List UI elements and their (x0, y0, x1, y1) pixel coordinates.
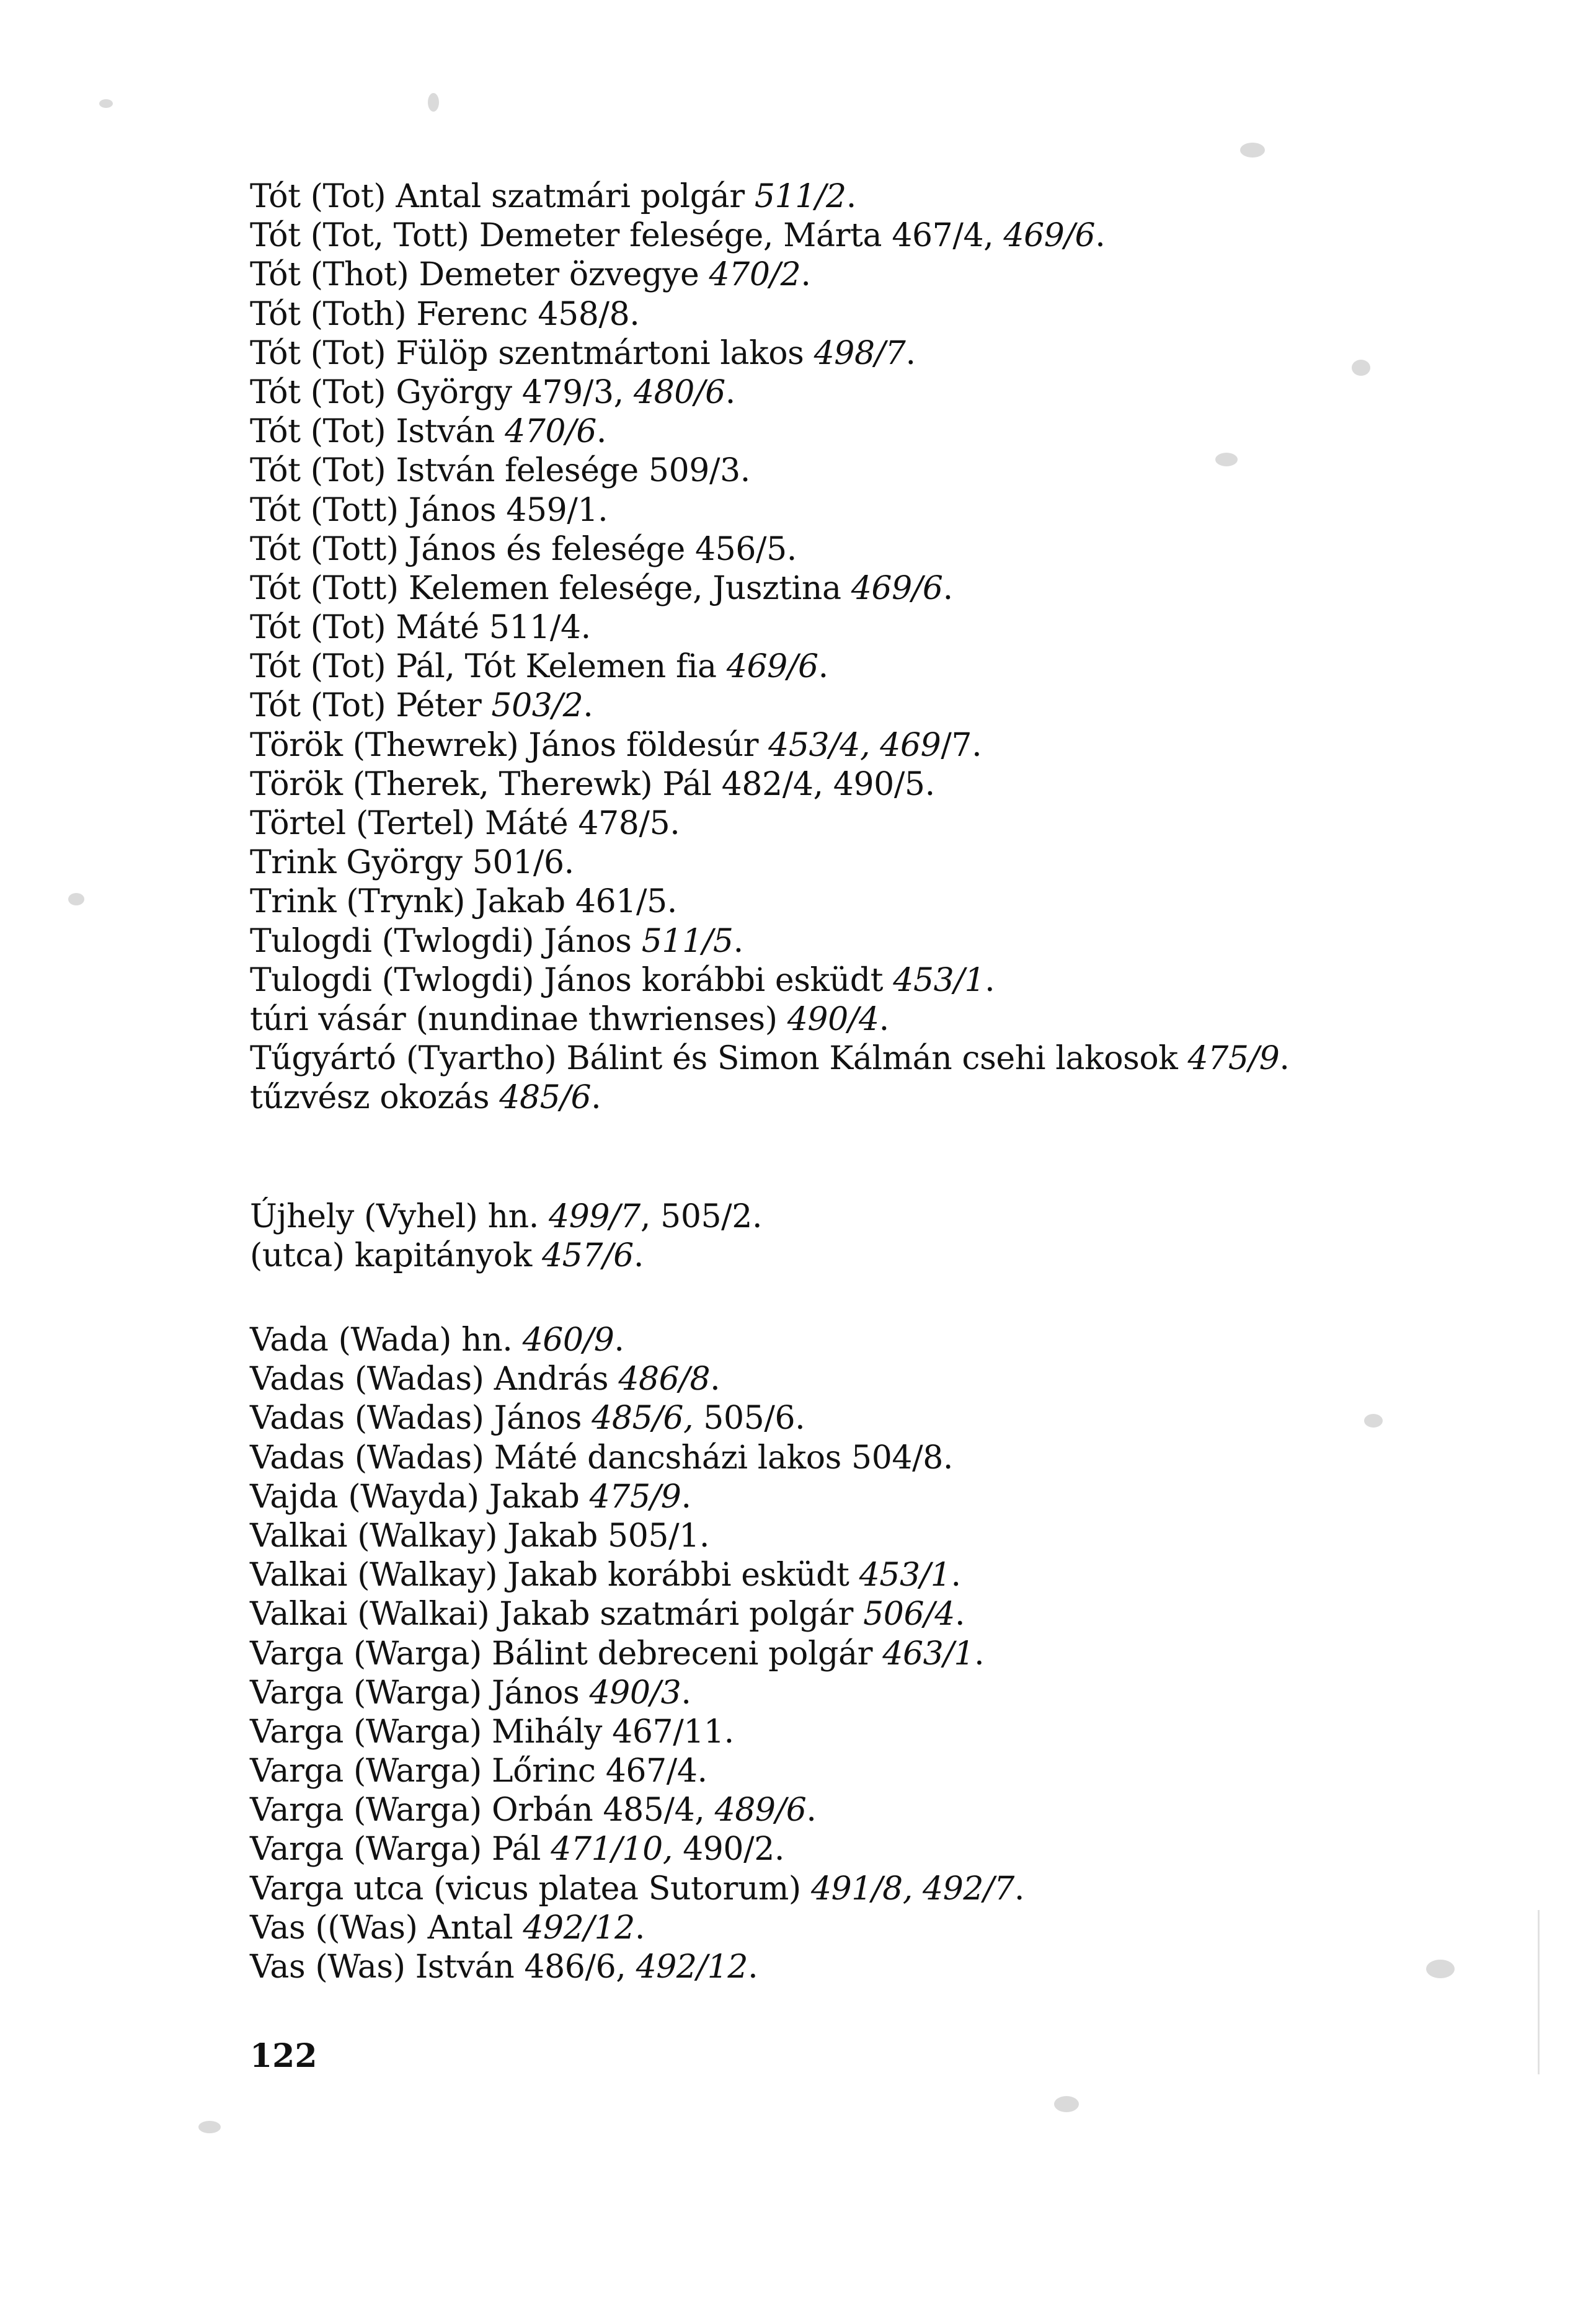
entry-text: Török (Thewrek) János földesúr (250, 726, 769, 764)
entry-reference: 492/12 (523, 1909, 635, 1947)
index-entry (250, 1674, 1403, 1713)
entry-tail: . (633, 1237, 644, 1275)
entry-reference: 460/9 (522, 1322, 614, 1359)
entry-text: Tót (Tott) János és felesége 456/5. (250, 530, 797, 568)
entry-tail: . (800, 256, 811, 294)
index-entry (250, 255, 1403, 295)
entry-tail: . (681, 1478, 691, 1516)
index-entry (250, 1948, 1403, 1987)
entry-text: Varga (Warga) Lőrinc 467/4. (250, 1752, 707, 1790)
index-entry (250, 1000, 1403, 1039)
entry-text: Varga (Warga) Mihály 467/11. (250, 1713, 734, 1751)
scan-speckle (1240, 143, 1265, 158)
entry-reference: 491/8, 492/7 (810, 1870, 1014, 1908)
entry-text: Tót (Tot) György 479/3, (250, 373, 634, 411)
entry-reference: 453/1 (893, 961, 985, 999)
entry-text: Törtel (Tertel) Máté 478/5. (250, 805, 680, 842)
entry-text: Tót (Tot) István felesége 509/3. (250, 452, 750, 490)
entry-tail: . (733, 922, 743, 960)
entry-reference: 489/6 (714, 1792, 807, 1829)
entry-reference: 492/12 (636, 1948, 748, 1986)
entry-reference: 511/2 (754, 178, 846, 215)
entry-tail: , 505/2. (640, 1198, 763, 1235)
index-entry (250, 1360, 1403, 1399)
entry-tail: 490/2. (672, 1831, 785, 1868)
entry-text: Újhely (Vyhel) hn. (250, 1198, 549, 1235)
scan-edge (1538, 1910, 1540, 2074)
entry-reference: 469/6 (851, 569, 943, 607)
scan-speckle (68, 893, 84, 905)
entry-text: Tűgyártó (Tyartho) Bálint és Simon Kálmán csehi lakosok (250, 1040, 1188, 1078)
entry-tail: . (818, 648, 828, 686)
entry-text: Varga (Warga) Pál (250, 1831, 551, 1868)
entry-text: Tót (Tot) István (250, 413, 505, 451)
scan-speckle (99, 99, 113, 108)
page-number: 122 (250, 2037, 317, 2075)
index-entry (250, 882, 1403, 922)
index-entry (250, 1556, 1403, 1595)
entry-tail: . (1095, 217, 1106, 255)
entry-tail: . (905, 334, 916, 372)
entry-text: Varga (Warga) Bálint debreceni polgár (250, 1635, 883, 1673)
entry-tail: . (951, 1557, 961, 1594)
entry-text: Varga (Warga) János (250, 1674, 590, 1712)
entry-reference: 498/7 (814, 334, 906, 372)
entry-tail: /7. (941, 726, 982, 764)
entry-text: Tulogdi (Twlogdi) János korábbi esküdt (250, 961, 893, 999)
entry-text: Tót (Tot) Máté 511/4. (250, 609, 591, 647)
entry-text: Tót (Thot) Demeter özvegye (250, 256, 709, 294)
index-entry (250, 1197, 1403, 1237)
scan-speckle (428, 93, 439, 112)
entry-text: Valkai (Walkay) Jakab 505/1. (250, 1517, 709, 1555)
index-entry (250, 334, 1403, 373)
entry-reference: 480/6 (633, 373, 725, 411)
index-entry (250, 1791, 1403, 1830)
scan-speckle (198, 2121, 221, 2133)
scan-speckle (1054, 2096, 1079, 2112)
entry-tail: . (1279, 1040, 1290, 1078)
index-entry (250, 1830, 1403, 1869)
entry-text: Valkai (Walkai) Jakab szatmári polgár (250, 1596, 864, 1633)
entry-text: tűzvész okozás (250, 1079, 500, 1117)
entry-reference: 485/6 (499, 1079, 592, 1117)
entry-text: Valkai (Walkay) Jakab korábbi esküdt (250, 1557, 859, 1594)
entry-text: Tót (Tott) Kelemen felesége, Jusztina (250, 569, 851, 607)
index-entry (250, 922, 1403, 961)
index-entry (250, 961, 1403, 1000)
index-entry (250, 1078, 1403, 1117)
index-entry (250, 491, 1403, 530)
entry-tail: . (681, 1674, 691, 1712)
entry-tail: . (591, 1079, 601, 1117)
entry-tail: 505/6. (693, 1400, 805, 1437)
entry-text: Vajda (Wayda) Jakab (250, 1478, 590, 1516)
entry-tail: . (634, 1909, 645, 1947)
index-entry (250, 216, 1403, 255)
entry-text: Vada (Wada) hn. (250, 1322, 523, 1359)
entry-reference: 511/5 (641, 922, 734, 960)
entry-text: Tót (Tot) Fülöp szentmártoni lakos (250, 334, 814, 372)
entry-text: Tót (Tot) Antal szatmári polgár (250, 178, 755, 215)
entry-tail: . (710, 1361, 720, 1398)
index-entry (250, 1909, 1403, 1948)
entry-reference: 490/3 (589, 1674, 681, 1712)
index-entry (250, 765, 1403, 804)
index-entry (250, 295, 1403, 334)
index-entry (250, 1478, 1403, 1517)
index-entry (250, 726, 1403, 765)
entry-tail: . (974, 1635, 985, 1673)
index-block-t (250, 177, 1403, 1118)
entry-text: túri vásár (nundinae thwrienses) (250, 1000, 787, 1038)
entry-text: Trink (Trynk) Jakab 461/5. (250, 883, 677, 921)
index-entry (250, 412, 1403, 451)
entry-text: Tulogdi (Twlogdi) János (250, 922, 642, 960)
index-entry (250, 608, 1403, 647)
entry-reference: 475/9 (589, 1478, 681, 1516)
scan-speckle (1426, 1960, 1455, 1978)
entry-text: Vadas (Wadas) János (250, 1400, 592, 1437)
entry-reference: 506/4 (863, 1596, 955, 1633)
entry-reference: 503/2 (491, 687, 583, 725)
index-entry (250, 1399, 1403, 1438)
entry-text: Vas (Was) István 486/6, (250, 1948, 636, 1986)
index-entry (250, 1870, 1403, 1909)
entry-reference: 486/8 (618, 1361, 711, 1398)
index-entry (250, 1237, 1403, 1276)
entry-reference: 475/9 (1187, 1040, 1280, 1078)
entry-tail: . (942, 569, 953, 607)
entry-tail: . (806, 1792, 817, 1829)
entry-text: Varga utca (vicus platea Sutorum) (250, 1870, 811, 1908)
entry-tail: . (725, 373, 735, 411)
index-block-u (250, 1197, 1403, 1276)
entry-reference: 469/6 (1003, 217, 1096, 255)
entry-text: Trink György 501/6. (250, 844, 574, 882)
entry-text: Varga (Warga) Orbán 485/4, (250, 1792, 715, 1829)
entry-reference: 463/1 (882, 1635, 975, 1673)
index-entry (250, 373, 1403, 412)
entry-text: Vadas (Wadas) Máté dancsházi lakos 504/8. (250, 1439, 954, 1477)
entry-tail: . (1014, 1870, 1025, 1908)
entry-text: Vadas (Wadas) András (250, 1361, 619, 1398)
index-entry (250, 1039, 1403, 1078)
entry-text: Tót (Toth) Ferenc 458/8. (250, 295, 640, 333)
entry-reference: 457/6 (541, 1237, 634, 1275)
entry-text: (utca) kapitányok (250, 1237, 542, 1275)
index-entry (250, 451, 1403, 491)
entry-reference: 470/2 (709, 256, 801, 294)
entry-tail: . (583, 687, 593, 725)
entry-tail: . (985, 961, 995, 999)
entry-reference: 485/6, (592, 1400, 694, 1437)
index-block-v (250, 1321, 1403, 1987)
index-entry (250, 1595, 1403, 1634)
entry-text: Tót (Tot, Tott) Demeter felesége, Márta 467/4, (250, 217, 1004, 255)
entry-text: Török (Therek, Therewk) Pál 482/4, 490/5. (250, 765, 935, 803)
index-entry (250, 1713, 1403, 1752)
entry-text: Tót (Tot) Pál, Tót Kelemen fia (250, 648, 727, 686)
entry-reference: 453/1 (859, 1557, 951, 1594)
index-entry (250, 1752, 1403, 1791)
entry-reference: 490/4 (787, 1000, 879, 1038)
entry-text: Tót (Tot) Péter (250, 687, 492, 725)
index-entry (250, 804, 1403, 843)
index-entry (250, 1439, 1403, 1478)
index-entry (250, 569, 1403, 608)
index-entry (250, 647, 1403, 686)
index-entry (250, 843, 1403, 882)
entry-tail: . (846, 178, 856, 215)
entry-tail: . (596, 413, 607, 451)
entry-reference: 470/6 (505, 413, 596, 451)
index-entry (250, 530, 1403, 569)
entry-tail: . (879, 1000, 889, 1038)
entry-tail: . (748, 1948, 758, 1986)
entry-reference: 469/6 (726, 648, 818, 686)
entry-reference: 499/7 (549, 1198, 641, 1235)
index-entry (250, 1321, 1403, 1360)
index-entry (250, 1517, 1403, 1556)
entry-tail: . (614, 1322, 624, 1359)
index-entry (250, 177, 1403, 216)
entry-reference: 471/10, (551, 1831, 673, 1868)
entry-text: Vas ((Was) Antal (250, 1909, 523, 1947)
index-entry (250, 1635, 1403, 1674)
entry-text: Tót (Tott) János 459/1. (250, 491, 608, 529)
entry-reference: 453/4, 469 (768, 726, 941, 764)
entry-tail: . (954, 1596, 965, 1633)
index-entry (250, 686, 1403, 726)
